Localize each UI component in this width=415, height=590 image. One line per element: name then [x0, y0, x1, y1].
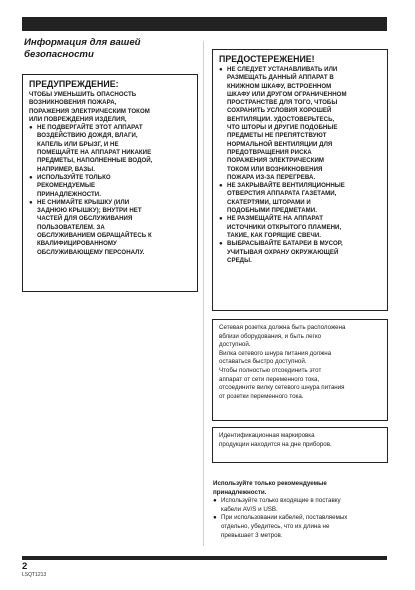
bullet-text-line: СКАТЕРТЯМИ, ШТОРАМИ И — [227, 198, 311, 206]
bullet-text-line: НЕ СЛЕДУЕТ УСТАНАВЛИВАТЬ ИЛИ — [227, 66, 338, 73]
bullet-icon: ● — [213, 497, 217, 505]
accessories-title: принадлежности. — [213, 488, 267, 496]
bullet-item — [219, 182, 381, 215]
bottom-rule — [22, 556, 387, 560]
caution-title: ПРЕДОСТЕРЕЖЕНИЕ! — [219, 54, 315, 64]
notice-line: от розетки переменного тока. — [219, 392, 304, 400]
warning-title: ПРЕДУПРЕЖДЕНИЕ: — [29, 79, 119, 89]
accessories-note — [213, 480, 389, 540]
id-note-line: продукции находится на дне приборов. — [219, 440, 332, 448]
bullet-text-line: НЕ ПОДВЕРГАЙТЕ ЭТОТ АППАРАТ — [37, 124, 143, 132]
bullet-text-line: НЕ СНИМАЙТЕ КРЫШКУ (ИЛИ — [37, 198, 130, 206]
bullet-text-line: РЕКОМЕНДУЕМЫЕ — [37, 182, 96, 190]
bullet-icon: ● — [219, 66, 223, 73]
bullet-text-line: НЕ РАЗМЕЩАЙТЕ НА АППАРАТ — [227, 215, 324, 223]
bullet-text-line: ИСПОЛЬЗУЙТЕ ТОЛЬКО — [37, 173, 111, 181]
bullet-icon: ● — [213, 514, 217, 522]
bullet-icon: ● — [219, 215, 223, 223]
bullet-item — [219, 215, 381, 240]
bullet-item — [219, 240, 381, 265]
bullet-text-line: НАПРИМЕР, ВАЗЫ. — [37, 165, 96, 173]
bullet-text-line: ТАКИЕ, КАК ГОРЯЩИЕ СВЕЧИ. — [227, 231, 322, 239]
bullet-text-line: ИСТОЧНИКИ ОТКРЫТОГО ПЛАМЕНИ, — [227, 223, 342, 231]
warning-box — [22, 74, 198, 292]
bullet-item — [29, 199, 191, 257]
bullet-text-line: ЗАДНЮЮ КРЫШКУ); ВНУТРИ НЕТ — [37, 207, 142, 215]
page-number: 2 — [22, 561, 28, 572]
bullet-text-line: НЕ ЗАКРЫВАЙТЕ ВЕНТИЛЯЦИОННЫЕ — [227, 182, 345, 190]
bullet-text-line: отдельно, убедитесь, что их длина не — [221, 522, 330, 530]
bullet-icon: ● — [29, 198, 33, 206]
bullet-text-line: кабели AV/S и USB. — [221, 505, 278, 513]
warning-intro-line: ИЛИ ПОВРЕЖДЕНИЯ ИЗДЕЛИЯ, — [29, 115, 127, 123]
bullet-text-line: КНИЖНОМ ШКАФУ, ВСТРОЕННОМ — [227, 82, 332, 90]
caution-box — [212, 49, 388, 311]
bullet-text-line: Используйте только входящие в поставку — [221, 497, 341, 505]
notice-line: аппарат от сети переменного тока, — [219, 375, 320, 383]
warning-intro-line: ВОЗНИКНОВЕНИЯ ПОЖАРА, — [29, 99, 117, 107]
bullet-text-line: ОБСЛУЖИВАЮЩЕМУ ПЕРСОНАЛУ. — [37, 248, 145, 256]
bullet-text-line: КВАЛИФИЦИРОВАННОМУ — [37, 240, 117, 248]
bullet-text-line: ЧАСТЕЙ ДЛЯ ОБСЛУЖИВАНИЯ — [37, 215, 133, 223]
column-divider — [203, 41, 204, 546]
accessories-list — [213, 497, 389, 540]
bullet-text-line: ПОРАЖЕНИЯ ЭЛЕКТРИЧЕСКИМ — [227, 157, 325, 165]
accessories-title: Используйте только рекомендуемые — [213, 480, 327, 487]
bullet-text-line: ПРОСТРАНСТВЕ ДЛЯ ТОГО, ЧТОБЫ — [227, 99, 338, 107]
bullet-text-line: ПРЕДОТВРАЩЕНИЯ РИСКА — [227, 148, 312, 156]
bullet-text-line: ВОЗДЕЙСТВИЮ ДОЖДЯ, ВЛАГИ, — [37, 132, 138, 140]
bullet-text-line: ПРЕДМЕТЫ НЕ ПРЕПЯТСТВУЮТ — [227, 132, 327, 140]
bullet-icon: ● — [29, 173, 33, 181]
notice-line: оставаться быстро доступной. — [219, 358, 307, 366]
caution-body — [219, 66, 381, 265]
bullet-text-line: превышает 3 метров. — [221, 531, 283, 539]
bullet-text-line: РАЗМЕЩАТЬ ДАННЫЙ АППАРАТ В — [227, 74, 334, 82]
notice-line: Вилка сетевого шнура питания должна — [219, 349, 332, 357]
notice-line: вблизи оборудования, и быть легко — [219, 332, 322, 340]
bullet-text-line: ЧТО ШТОРЫ И ДРУГИЕ ПОДОБНЫЕ — [227, 124, 338, 132]
warning-intro-line: ПОРАЖЕНИЯ ЭЛЕКТРИЧЕСКИМ ТОКОМ — [29, 107, 150, 115]
heading-line: Информация для вашей — [24, 37, 141, 48]
section-heading — [24, 37, 194, 61]
bullet-text-line: НОРМАЛЬНОЙ ВЕНТИЛЯЦИИ ДЛЯ — [227, 140, 333, 148]
heading-line: безопасности — [24, 49, 94, 60]
warning-body — [29, 91, 191, 257]
bullet-text-line: ОТВЕРСТИЯ АППАРАТА ГАЗЕТАМИ, — [227, 190, 337, 198]
power-outlet-notice — [212, 319, 388, 421]
top-rule — [22, 17, 387, 31]
notice-line: отсоедините вилку сетевого шнура питания — [219, 384, 345, 392]
bullet-text-line: ВЫБРАСЫВАЙТЕ БАТАРЕИ В МУСОР, — [227, 240, 343, 248]
bullet-item — [29, 174, 191, 199]
bullet-item — [213, 514, 389, 540]
bullet-text-line: ПОМЕЩАЙТЕ НА АППАРАТ НИКАКИЕ — [37, 149, 152, 157]
bullet-text-line: ПОДОБНЫМИ ПРЕДМЕТАМИ. — [227, 207, 317, 215]
document-code: LSQT1213 — [22, 572, 47, 578]
bullet-text-line: ОБСЛУЖИВАНИЕМ ОБРАЩАЙТЕСЬ К — [37, 232, 152, 240]
bullet-item — [29, 124, 191, 174]
id-note-line: Идентификационная маркировка — [219, 432, 315, 439]
bullet-text-line: ПРЕДМЕТЫ, НАПОЛНЕННЫЕ ВОДОЙ, — [37, 157, 153, 165]
bullet-icon: ● — [219, 240, 223, 248]
bullet-text-line: ПОЛЬЗОВАТЕЛЕМ. ЗА — [37, 223, 105, 231]
bullet-text-line: СОХРАНИТЬ УСЛОВИЯ ХОРОШЕЙ — [227, 107, 332, 115]
bullet-item — [213, 497, 389, 514]
bullet-text-line: ШКАФУ ИЛИ ДРУГОМ ОГРАНИЧЕННОМ — [227, 90, 347, 98]
notice-line: Сетевая розетка должна быть расположена — [219, 324, 346, 331]
bullet-text-line: При использовании кабелей, поставляемых — [221, 514, 348, 522]
bullet-text-line: СРЕДЫ. — [227, 256, 252, 264]
bullet-item — [219, 66, 381, 182]
notice-line: Чтобы полностью отсоединить этот — [219, 366, 322, 374]
bullet-text-line: КАПЕЛЬ ИЛИ БРЫЗГ, И НЕ — [37, 140, 119, 148]
product-id-note — [212, 427, 388, 463]
bullet-text-line: ВЕНТИЛЯЦИИ. УДОСТОВЕРЬТЕСЬ, — [227, 115, 335, 123]
warning-intro-line: ЧТОБЫ УМЕНЬШИТЬ ОПАСНОСТЬ — [29, 91, 137, 98]
bullet-text-line: УЧИТЫВАЯ ОХРАНУ ОКРУЖАЮЩЕЙ — [227, 248, 339, 256]
bullet-text-line: ПОЖАРА ИЗ-ЗА ПЕРЕГРЕВА. — [227, 173, 316, 181]
notice-line: доступной. — [219, 341, 251, 349]
bullet-text-line: ПРИНАДЛЕЖНОСТИ. — [37, 190, 101, 198]
bullet-icon: ● — [219, 182, 223, 190]
bullet-text-line: ТОКОМ ИЛИ ВОЗНИКНОВЕНИЯ — [227, 165, 323, 173]
bullet-icon: ● — [29, 124, 33, 132]
